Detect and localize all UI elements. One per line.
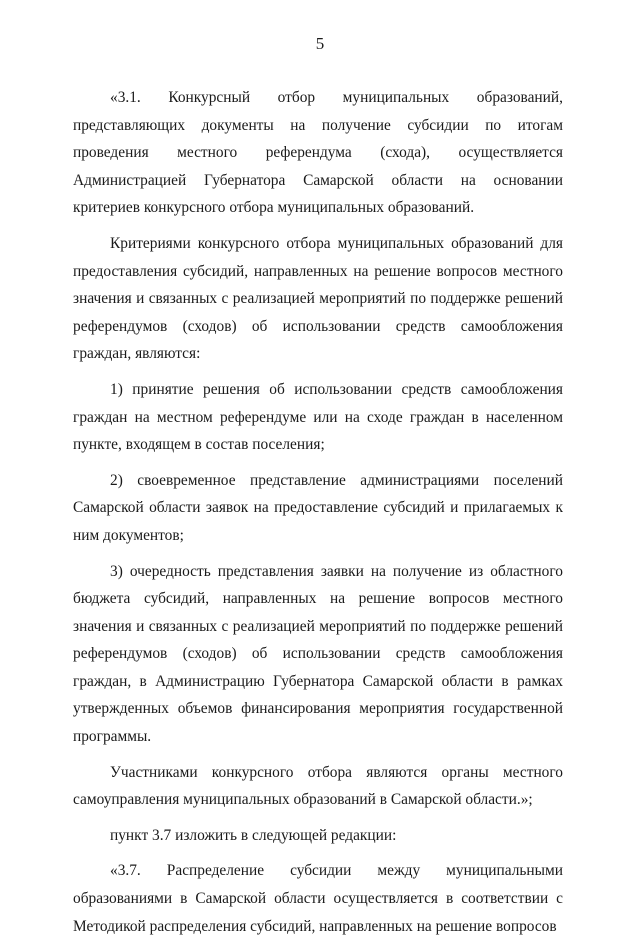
document-body xyxy=(73,84,563,940)
paragraph-3-7: «3.7. Распределение субсидии между муниципальными образованиями в Самарской области осуществляется в соответствии с Методикой распределения субсидий, направленных на решение вопросов xyxy=(73,862,563,935)
paragraph-3-1: «3.1. Конкурсный отбор муниципальных образований, представляющих документы на получение субсидии по итогам проведения местного референдума (схода), осуществляется Администрацией Губернатора Самарской области на основании критериев конкурсного отбора муниципальных образований. xyxy=(73,89,563,217)
paragraph-criterion-2: 2) своевременное представление администрациями поселений Самарской области заявок на предоставление субсидий и прилагаемых к ним документов; xyxy=(73,471,563,544)
paragraph-amendment-3-7: пункт 3.7 изложить в следующей редакции: xyxy=(110,826,397,844)
page-number: 5 xyxy=(315,34,325,53)
paragraph-criteria-intro: Критериями конкурсного отбора муниципальных образований для предоставления субсидий, направленных на решение вопросов местного значения и связанных с реализацией мероприятий по поддержке решений референдумов (сходов) об использовании средств самообложения граждан, являются: xyxy=(73,234,563,363)
paragraph-criterion-1: 1) принятие решения об использовании средств самообложения граждан на местном референдуме или на сходе граждан в населенном пункте, входящем в состав поселения; xyxy=(73,380,563,454)
paragraph-participants: Участниками конкурсного отбора являются органы местного самоуправления муниципальных образований в Самарской области.»; xyxy=(73,763,563,809)
paragraph-criterion-3: 3) очередность представления заявки на получение из областного бюджета субсидий, направленных на решение вопросов местного значения и связанных с реализацией мероприятий по поддержке решений референдумов (сходов) об использовании средств самообложения граждан, в Администрацию Губернатора Самарской области в рамках утвержденных объемов финансирования мероприятия государственной программы. xyxy=(73,562,563,746)
